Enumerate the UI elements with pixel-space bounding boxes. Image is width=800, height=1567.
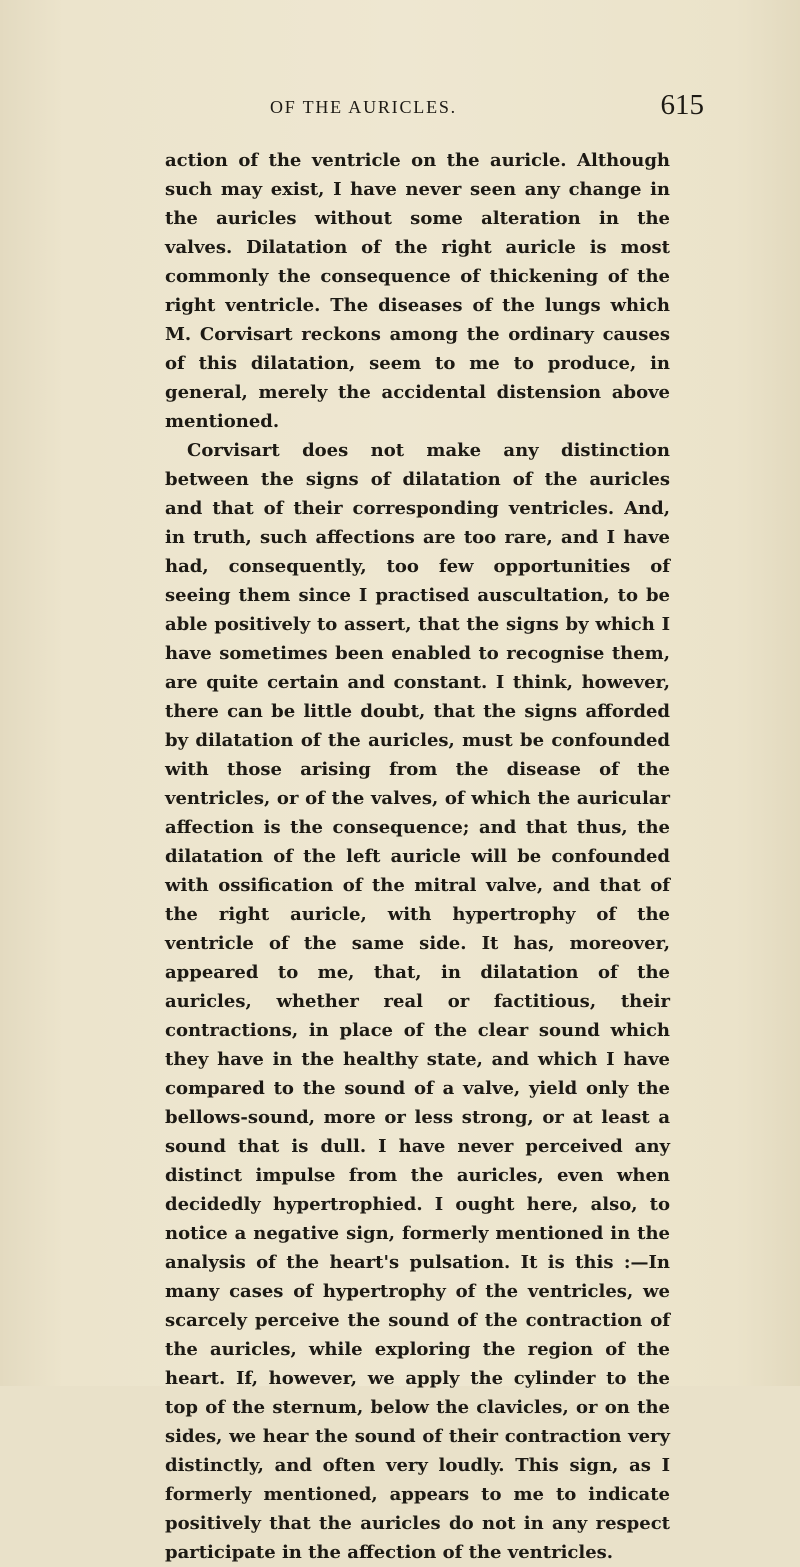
body-text — [165, 146, 670, 1567]
running-title: OF THE AURICLES. — [270, 97, 457, 117]
paragraph-corvisart: Corvisart does not make any distinction between the signs of dilatation of the auricles and that of their corresponding ventricles. And, in truth, such affections are too rare, and I have had, consequently, too few opportunities of seeing them since I practised auscultation, to be able positively to assert, that the signs by which I have sometimes been enabled to recognise them, are quite certain and constant. I think, however, there can be little doubt, that the signs afforded by dilatation of the auricles, must be confounded with those arising from the disease of the ventricles, or of the valves, of which the auricular affection is the consequence; and that thus, the dilatation of the left auricle will be confounded with ossification of the mitral valve, and that of the right auricle, with hypertrophy of the ventricle of the same side. It has, moreover, appeared to me, that, in dilatation of the auricles, whether real or factitious, their contractions, in place of the clear sound which they have in the healthy state, and which I have compared to the sound of a valve, yield only the bellows-sound, more or less strong, or at least a sound that is dull. I have never perceived any distinct impulse from the auricles, even when decidedly hypertrophied. I ought here, also, to notice a negative sign, formerly mentioned in the analysis of the heart's pulsation. It is this :—In many cases of hypertrophy of the ventricles, we scarcely perceive the sound of the contraction of the auricles, while exploring the region of the heart. If, however, we apply the cylinder to the top of the sternum, below the clavicles, or on the sides, we hear the sound of their contraction very distinctly, and often very loudly. This sign, as I formerly mentioned, appears to me to indicate positively that the auricles do not in any respect participate in the affection of the ventricles. — [165, 440, 670, 1563]
paragraph-continued: action of the ventricle on the auricle. Although such may exist, I have never seen any change in the auricles without some alteration in the valves. Dilatation of the right auricle is most commonly the consequence of thickening of the right ventricle. The diseases of the lungs which M. Corvisart reckons among the ordinary causes of this dilatation, seem to me to produce, in general, merely the accidental distension above mentioned. — [165, 150, 670, 432]
page-number: 615 — [660, 89, 704, 121]
running-header — [0, 89, 800, 135]
